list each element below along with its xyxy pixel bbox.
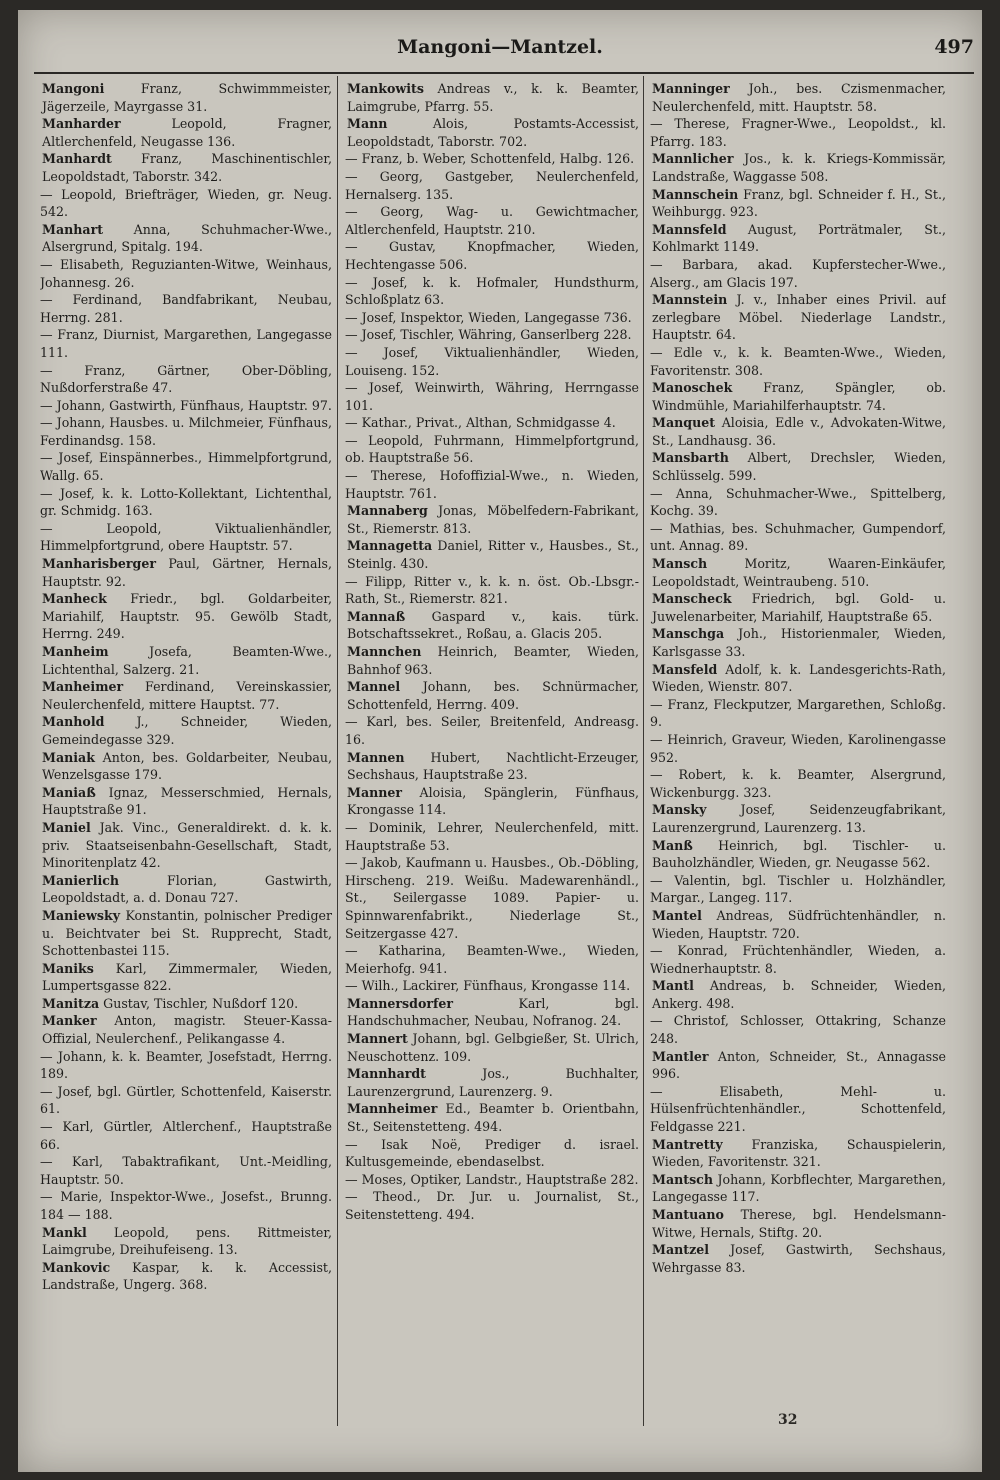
entry-details: — Leopold, Briefträger, Wieden, gr. Neug. 542. — [40, 186, 332, 220]
entry-surname: Mansch — [652, 556, 708, 572]
directory-entry — [345, 1188, 639, 1223]
entry-surname: Manscheck — [652, 591, 732, 607]
directory-entry — [40, 221, 332, 256]
column-divider — [643, 76, 644, 1426]
entry-details: Johann, bes. Schnürmacher, Schottenfeld, Herrng. 409. — [347, 679, 639, 712]
entry-surname: Mantsch — [652, 1171, 713, 1187]
directory-entry — [650, 1171, 946, 1206]
entry-details: — Barbara, akad. Kupferstecher-Wwe., Alserg., am Glacis 197. — [650, 256, 946, 290]
directory-entry — [650, 801, 946, 836]
entry-details: Anton, Schneider, St., Annagasse 996. — [652, 1048, 946, 1082]
entry-details: — Josef, k. k. Lotto-Kollektant, Lichtenthal, gr. Schmidg. 163. — [40, 485, 332, 519]
entry-details: — Valentin, bgl. Tischler u. Holzhändler, Margar., Langeg. 117. — [650, 872, 946, 906]
entry-details: — Kathar., Privat., Althan, Schmidgasse 4. — [345, 415, 616, 431]
entry-details: Josef, Gastwirth, Sechshaus, Wehrgasse 83. — [652, 1242, 946, 1275]
entry-details: Friedrich, bgl. Gold- u. Juwelenarbeiter, Mariahilf, Hauptstraße 65. — [652, 591, 946, 624]
directory-entry — [345, 678, 639, 713]
directory-entry — [345, 1136, 639, 1171]
entry-details: — Edle v., k. k. Beamten-Wwe., Wieden, Favoritenstr. 308. — [650, 344, 946, 378]
entry-details: Anton, magistr. Steuer-Kassa-Offizial, Neulerchenf., Pelikangasse 4. — [42, 1013, 332, 1047]
entry-surname: Mannert — [347, 1031, 408, 1047]
entry-surname: Manquet — [652, 415, 716, 431]
entry-surname: Mantretty — [652, 1136, 723, 1152]
directory-entry — [40, 819, 332, 872]
entry-details: Friedr., bgl. Goldarbeiter, Mariahilf, Hauptstr. 95. Gewölb Stadt, Herrng. 249. — [42, 591, 332, 642]
entry-details: — Georg, Wag- u. Gewichtmacher, Altlerchenfeld, Hauptstr. 210. — [345, 204, 639, 237]
entry-details: Franz, Schwimmmeister, Jägerzeile, Mayrgasse 31. — [42, 81, 332, 114]
directory-entry — [650, 221, 946, 256]
directory-entry — [40, 1188, 332, 1223]
entry-details: — Georg, Gastgeber, Neulerchenfeld, Hernalserg. 135. — [345, 168, 639, 202]
entry-details: Daniel, Ritter v., Hausbes., St., Steinlg. 430. — [347, 538, 639, 572]
entry-surname: Mantel — [652, 907, 702, 923]
directory-entry — [345, 168, 639, 203]
directory-entry — [345, 1065, 639, 1100]
entry-details: Franziska, Schauspielerin, Wieden, Favoritenstr. 321. — [652, 1136, 946, 1170]
directory-entry — [345, 326, 639, 344]
entry-details: Paul, Gärtner, Hernals, Hauptstr. 92. — [42, 556, 332, 589]
entry-details: — Mathias, bes. Schuhmacher, Gumpendorf, unt. Annag. 89. — [650, 520, 946, 554]
directory-entry — [40, 1118, 332, 1153]
entry-surname: Mantuano — [652, 1207, 724, 1222]
directory-entry — [345, 1100, 639, 1135]
entry-details: Heinrich, bgl. Tischler- u. Bauholzhändler, Wieden, gr. Neugasse 562. — [652, 837, 946, 871]
directory-entry — [345, 942, 639, 977]
entry-surname: Manheim — [42, 644, 109, 659]
entry-details: Johann, bgl. Gelbgießer, St. Ulrich, Neuschottenz. 109. — [347, 1031, 639, 1064]
entry-surname: Mantler — [652, 1048, 709, 1064]
directory-entry — [345, 80, 639, 115]
directory-entry — [345, 502, 639, 537]
entry-details: — Josef, Einspännerbes., Himmelpfortgrund, Wallg. 65. — [40, 450, 332, 484]
directory-entry — [345, 854, 639, 942]
entry-details: Ed., Beamter b. Orientbahn, St., Seitenstetteng. 494. — [347, 1101, 639, 1135]
entry-surname: Mantzel — [652, 1242, 710, 1258]
directory-entry — [345, 749, 639, 784]
entry-details: Konstantin, polnischer Prediger u. Beichtvater bei St. Rupprecht, Stadt, Schottenbastei 115. — [42, 907, 332, 959]
entry-details: — Elisabeth, Mehl- u. Hülsenfrüchtenhändler., Schottenfeld, Feldgasse 221. — [650, 1083, 946, 1135]
entry-details: Moritz, Waaren-Einkäufer, Leopoldstadt, Weintraubeng. 510. — [652, 556, 946, 589]
column-divider — [337, 76, 338, 1426]
entry-surname: Mannaberg — [347, 503, 428, 519]
entry-surname: Mankowits — [347, 81, 424, 96]
entry-surname: Maniks — [42, 960, 94, 976]
entry-details: — Karl, Tabaktrafikant, Unt.-Meidling, Hauptstr. 50. — [40, 1154, 332, 1187]
entry-details: — Christof, Schlosser, Ottakring, Schanze 248. — [650, 1013, 946, 1047]
entry-details: Franz, bgl. Schneider f. H., St., Weihburgg. 923. — [652, 186, 946, 220]
page-number: 497 — [934, 36, 974, 58]
entry-details: — Robert, k. k. Beamter, Alsergrund, Wickenburgg. 323. — [650, 767, 946, 800]
directory-entry — [40, 643, 332, 678]
directory-entry — [345, 784, 639, 819]
entry-details: Jonas, Möbelfedern-Fabrikant, St., Riemerstr. 813. — [347, 503, 639, 536]
entry-details: Adolf, k. k. Landesgerichts-Rath, Wieden, Wienstr. 807. — [652, 661, 946, 695]
directory-entry — [345, 819, 639, 854]
directory-entry — [40, 960, 332, 995]
entry-details: Gustav, Tischler, Nußdorf 120. — [99, 995, 299, 1011]
directory-entry — [650, 590, 946, 625]
entry-details: — Filipp, Ritter v., k. k. n. öst. Ob.-Lbsgr.-Rath, St., Riemerstr. 821. — [345, 573, 639, 607]
entry-details: — Karl, Gürtler, Altlerchenf., Hauptstraße 66. — [40, 1119, 332, 1152]
directory-entry — [345, 1171, 639, 1189]
entry-details: Florian, Gastwirth, Leopoldstadt, a. d. Donau 727. — [42, 872, 332, 906]
printer-signature: 32 — [778, 1412, 798, 1428]
directory-entry — [345, 467, 639, 502]
directory-entry — [345, 713, 639, 748]
entry-details: Hubert, Nachtlicht-Erzeuger, Sechshaus, Hauptstraße 23. — [347, 749, 639, 783]
entry-surname: Mansfeld — [652, 661, 718, 677]
directory-entry — [345, 432, 639, 467]
entry-details: — Therese, Hofoffizial-Wwe., n. Wieden, Hauptstr. 761. — [345, 468, 639, 501]
entry-details: — Anna, Schuhmacher-Wwe., Spittelberg, Kochg. 39. — [650, 485, 946, 519]
directory-entry — [40, 1083, 332, 1118]
directory-entry — [650, 344, 946, 379]
entry-surname: Mannersdorfer — [347, 995, 454, 1011]
directory-entry — [345, 379, 639, 414]
column-2 — [345, 80, 639, 1420]
entry-surname: Mansky — [652, 802, 707, 818]
entry-details: Alois, Postamts-Accessist, Leopoldstadt, Taborstr. 702. — [347, 116, 639, 149]
column-1 — [40, 80, 332, 1420]
entry-surname: Mansbarth — [652, 450, 729, 466]
entry-details: Andreas, b. Schneider, Wieden, Ankerg. 498. — [652, 978, 946, 1011]
entry-details: — Johann, k. k. Beamter, Josefstadt, Herrng. 189. — [40, 1048, 332, 1082]
entry-details: — Johann, Hausbes. u. Milchmeier, Fünfhaus, Ferdinandsg. 158. — [40, 415, 332, 448]
entry-details: Josef, Seidenzeugfabrikant, Laurenzergrund, Laurenzerg. 13. — [652, 802, 946, 835]
entry-details: — Leopold, Fuhrmann, Himmelpfortgrund, ob. Hauptstraße 56. — [345, 432, 639, 466]
entry-surname: Manitza — [42, 995, 100, 1011]
entry-surname: Manierlich — [42, 872, 120, 888]
entry-details: — Josef, k. k. Hofmaler, Hundsthurm, Schloßplatz 63. — [345, 274, 639, 308]
entry-details: — Konrad, Früchtenhändler, Wieden, a. Wiednerhauptstr. 8. — [650, 943, 946, 976]
directory-entry — [650, 520, 946, 555]
entry-surname: Mannen — [347, 749, 405, 765]
entry-details: — Franz, b. Weber, Schottenfeld, Halbg. 126. — [345, 151, 635, 167]
entry-details: — Leopold, Viktualienhändler, Himmelpfortgrund, obere Hauptstr. 57. — [40, 520, 332, 554]
directory-entry — [650, 907, 946, 942]
entry-surname: Mannhardt — [347, 1066, 426, 1082]
directory-entry — [650, 150, 946, 185]
directory-entry — [650, 379, 946, 414]
entry-surname: Mangoni — [42, 81, 105, 96]
directory-entry — [40, 1259, 332, 1294]
directory-entry — [650, 977, 946, 1012]
directory-entry — [345, 1030, 639, 1065]
entry-details: — Josef, bgl. Gürtler, Schottenfeld, Kaiserstr. 61. — [40, 1083, 332, 1117]
entry-surname: Manhart — [42, 221, 104, 237]
directory-entry — [345, 643, 639, 678]
directory-entry — [40, 115, 332, 150]
entry-details: — Jakob, Kaufmann u. Hausbes., Ob.-Döbling, Hirscheng. 219. Weißu. Madewarenhändl., St., Seilergasse 1089. Papier- u. Spinnwarenfabrikt., Niederlage St., Seitzergasse 427. — [345, 855, 639, 941]
entry-details: Ignaz, Messerschmied, Hernals, Hauptstraße 91. — [42, 784, 332, 818]
directory-entry — [40, 485, 332, 520]
entry-details: Kaspar, k. k. Accessist, Landstraße, Ungerg. 368. — [42, 1259, 332, 1293]
directory-entry — [345, 115, 639, 150]
directory-entry — [650, 115, 946, 150]
entry-details: Therese, bgl. Hendelsmann-Witwe, Hernals, Stiftg. 20. — [652, 1207, 946, 1240]
entry-details: — Wilh., Lackirer, Fünfhaus, Krongasse 114. — [345, 978, 631, 994]
directory-entry — [40, 555, 332, 590]
directory-entry — [40, 713, 332, 748]
entry-surname: Mannel — [347, 679, 401, 695]
directory-entry — [650, 731, 946, 766]
entry-details: Franz, Maschinentischler, Leopoldstadt, Taborstr. 342. — [42, 151, 332, 184]
entry-details: — Franz, Gärtner, Ober-Döbling, Nußdorferstraße 47. — [40, 362, 332, 396]
entry-surname: Manheimer — [42, 679, 124, 695]
directory-entry — [345, 573, 639, 608]
entry-surname: Maniak — [42, 749, 95, 765]
directory-entry — [40, 1048, 332, 1083]
entry-surname: Maniewsky — [42, 907, 121, 923]
entry-details: Joh., Historienmaler, Wieden, Karlsgasse 33. — [652, 626, 946, 659]
entry-details: Aloisia, Spänglerin, Fünfhaus, Krongasse 114. — [347, 784, 639, 818]
directory-entry — [650, 837, 946, 872]
entry-details: Andreas v., k. k. Beamter, Laimgrube, Pfarrg. 55. — [347, 81, 639, 114]
entry-surname: Manß — [652, 837, 693, 853]
directory-entry — [650, 485, 946, 520]
entry-details: — Josef, Inspektor, Wieden, Langegasse 736. — [345, 309, 632, 325]
directory-entry — [40, 907, 332, 960]
directory-entry — [40, 1012, 332, 1047]
entry-details: — Josef, Weinwirth, Währing, Herrngasse 101. — [345, 380, 639, 413]
entry-details: — Josef, Tischler, Währing, Ganserlberg 228. — [345, 327, 632, 343]
entry-details: August, Porträtmaler, St., Kohlmarkt 1149. — [652, 221, 946, 255]
entry-surname: Mannchen — [347, 644, 422, 659]
directory-page — [18, 10, 982, 1472]
directory-entry — [40, 1224, 332, 1259]
directory-entry — [650, 80, 946, 115]
directory-entry — [345, 203, 639, 238]
directory-entry — [345, 608, 639, 643]
directory-entry — [40, 872, 332, 907]
directory-entry — [40, 995, 332, 1013]
directory-entry — [650, 942, 946, 977]
directory-entry — [650, 1241, 946, 1276]
directory-entry — [345, 977, 639, 995]
entry-details: — Josef, Viktualienhändler, Wieden, Louiseng. 152. — [345, 344, 639, 378]
entry-surname: Mannsfeld — [652, 221, 727, 237]
directory-entry — [650, 449, 946, 484]
entry-details: Franz, Spängler, ob. Windmühle, Mariahilferhauptstr. 74. — [652, 380, 946, 413]
entry-surname: Maniaß — [42, 784, 96, 800]
entry-details: — Katharina, Beamten-Wwe., Wieden, Meierhofg. 941. — [345, 943, 639, 976]
entry-details: J., Schneider, Wieden, Gemeindegasse 329. — [42, 714, 332, 747]
entry-surname: Mankl — [42, 1224, 87, 1240]
entry-details: Jos., Buchhalter, Laurenzergrund, Laurenzerg. 9. — [347, 1066, 639, 1099]
page-header — [18, 32, 982, 68]
directory-entry — [650, 291, 946, 344]
entry-surname: Mannlicher — [652, 151, 734, 167]
entry-details: — Ferdinand, Bandfabrikant, Neubau, Herrng. 281. — [40, 292, 332, 325]
directory-entry — [40, 520, 332, 555]
directory-entry — [345, 309, 639, 327]
directory-entry — [40, 362, 332, 397]
entry-details: Andreas, Südfrüchtenhändler, n. Wieden, Hauptstr. 720. — [652, 907, 946, 941]
directory-entry — [650, 1206, 946, 1241]
entry-surname: Mann — [347, 116, 388, 132]
entry-details: — Isak Noë, Prediger d. israel. Kultusgemeinde, ebendaselbst. — [345, 1136, 639, 1170]
entry-surname: Manninger — [652, 81, 730, 96]
entry-details: Leopold, Fragner, Altlerchenfeld, Neugasse 136. — [42, 116, 332, 149]
entry-surname: Mannheimer — [347, 1101, 438, 1117]
entry-surname: Manharisberger — [42, 556, 156, 572]
directory-entry — [40, 784, 332, 819]
directory-entry — [40, 1153, 332, 1188]
entry-surname: Maniel — [42, 819, 91, 835]
directory-entry — [650, 1012, 946, 1047]
directory-entry — [345, 344, 639, 379]
entry-surname: Manoschek — [652, 380, 733, 396]
entry-details: Anna, Schuhmacher-Wwe., Alsergrund, Spitalg. 194. — [42, 221, 332, 255]
directory-entry — [650, 1136, 946, 1171]
running-title: Mangoni—Mantzel. — [397, 36, 603, 58]
directory-entry — [650, 872, 946, 907]
directory-entry — [40, 414, 332, 449]
directory-entry — [40, 150, 332, 185]
entry-surname: Mannstein — [652, 292, 728, 308]
entry-surname: Mannagetta — [347, 538, 433, 554]
entry-details: Jos., k. k. Kriegs-Kommissär, Landstraße, Waggasse 508. — [652, 151, 946, 184]
entry-surname: Manker — [42, 1013, 97, 1029]
header-rule — [34, 72, 974, 74]
entry-details: — Therese, Fragner-Wwe., Leopoldst., kl. Pfarrg. 183. — [650, 116, 946, 149]
entry-details: Anton, bes. Goldarbeiter, Neubau, Wenzelsgasse 179. — [42, 749, 332, 783]
entry-surname: Mantl — [652, 978, 694, 994]
directory-entry — [650, 1048, 946, 1083]
entry-surname: Manhold — [42, 714, 105, 730]
entry-details: — Dominik, Lehrer, Neulerchenfeld, mitt. Hauptstraße 53. — [345, 819, 639, 853]
directory-entry — [40, 326, 332, 361]
entry-surname: Manhardt — [42, 151, 112, 167]
entry-details: — Franz, Diurnist, Margarethen, Langegasse 111. — [40, 327, 332, 360]
entry-details: Heinrich, Beamter, Wieden, Bahnhof 963. — [347, 644, 639, 677]
entry-details: — Franz, Fleckputzer, Margarethen, Schloßg. 9. — [650, 696, 946, 730]
entry-details: — Moses, Optiker, Landstr., Hauptstraße 282. — [345, 1171, 639, 1187]
entry-details: J. v., Inhaber eines Privil. auf zerlegbare Möbel. Niederlage Landstr., Hauptstr. 64. — [652, 292, 946, 343]
entry-details: — Johann, Gastwirth, Fünfhaus, Hauptstr. 97. — [40, 397, 332, 413]
directory-entry — [650, 414, 946, 449]
entry-surname: Manschga — [652, 626, 725, 642]
entry-details: Karl, Zimmermaler, Wieden, Lumpertsgasse 822. — [42, 960, 332, 994]
directory-entry — [40, 590, 332, 643]
entry-surname: Manner — [347, 784, 403, 800]
directory-entry — [650, 1083, 946, 1136]
directory-entry — [345, 150, 639, 168]
directory-entry — [650, 696, 946, 731]
entry-details: Jak. Vinc., Generaldirekt. d. k. k. priv. Staatseisenbahn-Gesellschaft, Stadt, Minoritenplatz 42. — [42, 819, 332, 871]
directory-entry — [650, 661, 946, 696]
directory-entry — [40, 449, 332, 484]
directory-entry — [650, 555, 946, 590]
entry-surname: Mankovic — [42, 1259, 111, 1275]
entry-details: Joh., bes. Czismenmacher, Neulerchenfeld, mitt. Hauptstr. 58. — [652, 81, 946, 114]
entry-details: — Elisabeth, Reguzianten-Witwe, Weinhaus, Johannesg. 26. — [40, 256, 332, 290]
entry-details: — Heinrich, Graveur, Wieden, Karolinengasse 952. — [650, 731, 946, 765]
entry-details: Ferdinand, Vereinskassier, Neulerchenfeld, mittere Hauptst. 77. — [42, 679, 332, 712]
column-3 — [650, 80, 946, 1420]
directory-entry — [345, 995, 639, 1030]
entry-details: Karl, bgl. Handschuhmacher, Neubau, Nofranog. 24. — [347, 995, 639, 1029]
directory-entry — [345, 414, 639, 432]
entry-details: Johann, Korbflechter, Margarethen, Langegasse 117. — [652, 1171, 946, 1205]
directory-entry — [345, 537, 639, 572]
entry-details: — Theod., Dr. Jur. u. Journalist, St., Seitenstetteng. 494. — [345, 1189, 639, 1222]
entry-details: Leopold, pens. Rittmeister, Laimgrube, Dreihufeiseng. 13. — [42, 1224, 332, 1258]
entry-details: Aloisia, Edle v., Advokaten-Witwe, St., Landhausg. 36. — [652, 415, 946, 448]
directory-entry — [40, 80, 332, 115]
directory-entry — [650, 625, 946, 660]
entry-details: — Gustav, Knopfmacher, Wieden, Hechtengasse 506. — [345, 239, 639, 272]
entry-surname: Manheck — [42, 591, 107, 607]
directory-entry — [650, 256, 946, 291]
entry-surname: Mannschein — [652, 186, 739, 202]
directory-entry — [40, 678, 332, 713]
entry-details: — Karl, bes. Seiler, Breitenfeld, Andreasg. 16. — [345, 714, 639, 747]
directory-entry — [40, 256, 332, 291]
directory-entry — [40, 749, 332, 784]
directory-entry — [345, 238, 639, 273]
entry-details: Albert, Drechsler, Wieden, Schlüsselg. 599. — [652, 450, 946, 484]
entry-details: Gaspard v., kais. türk. Botschaftssekret., Roßau, a. Glacis 205. — [347, 608, 639, 642]
directory-entry — [650, 766, 946, 801]
directory-entry — [40, 291, 332, 326]
entry-details: — Marie, Inspektor-Wwe., Josefst., Brunng. 184 — 188. — [40, 1189, 332, 1222]
directory-entry — [40, 397, 332, 415]
directory-entry — [40, 186, 332, 221]
directory-entry — [345, 274, 639, 309]
entry-surname: Manharder — [42, 116, 121, 132]
entry-details: Josefa, Beamten-Wwe., Lichtenthal, Salzerg. 21. — [42, 644, 332, 677]
directory-entry — [650, 186, 946, 221]
entry-surname: Mannaß — [347, 608, 406, 624]
